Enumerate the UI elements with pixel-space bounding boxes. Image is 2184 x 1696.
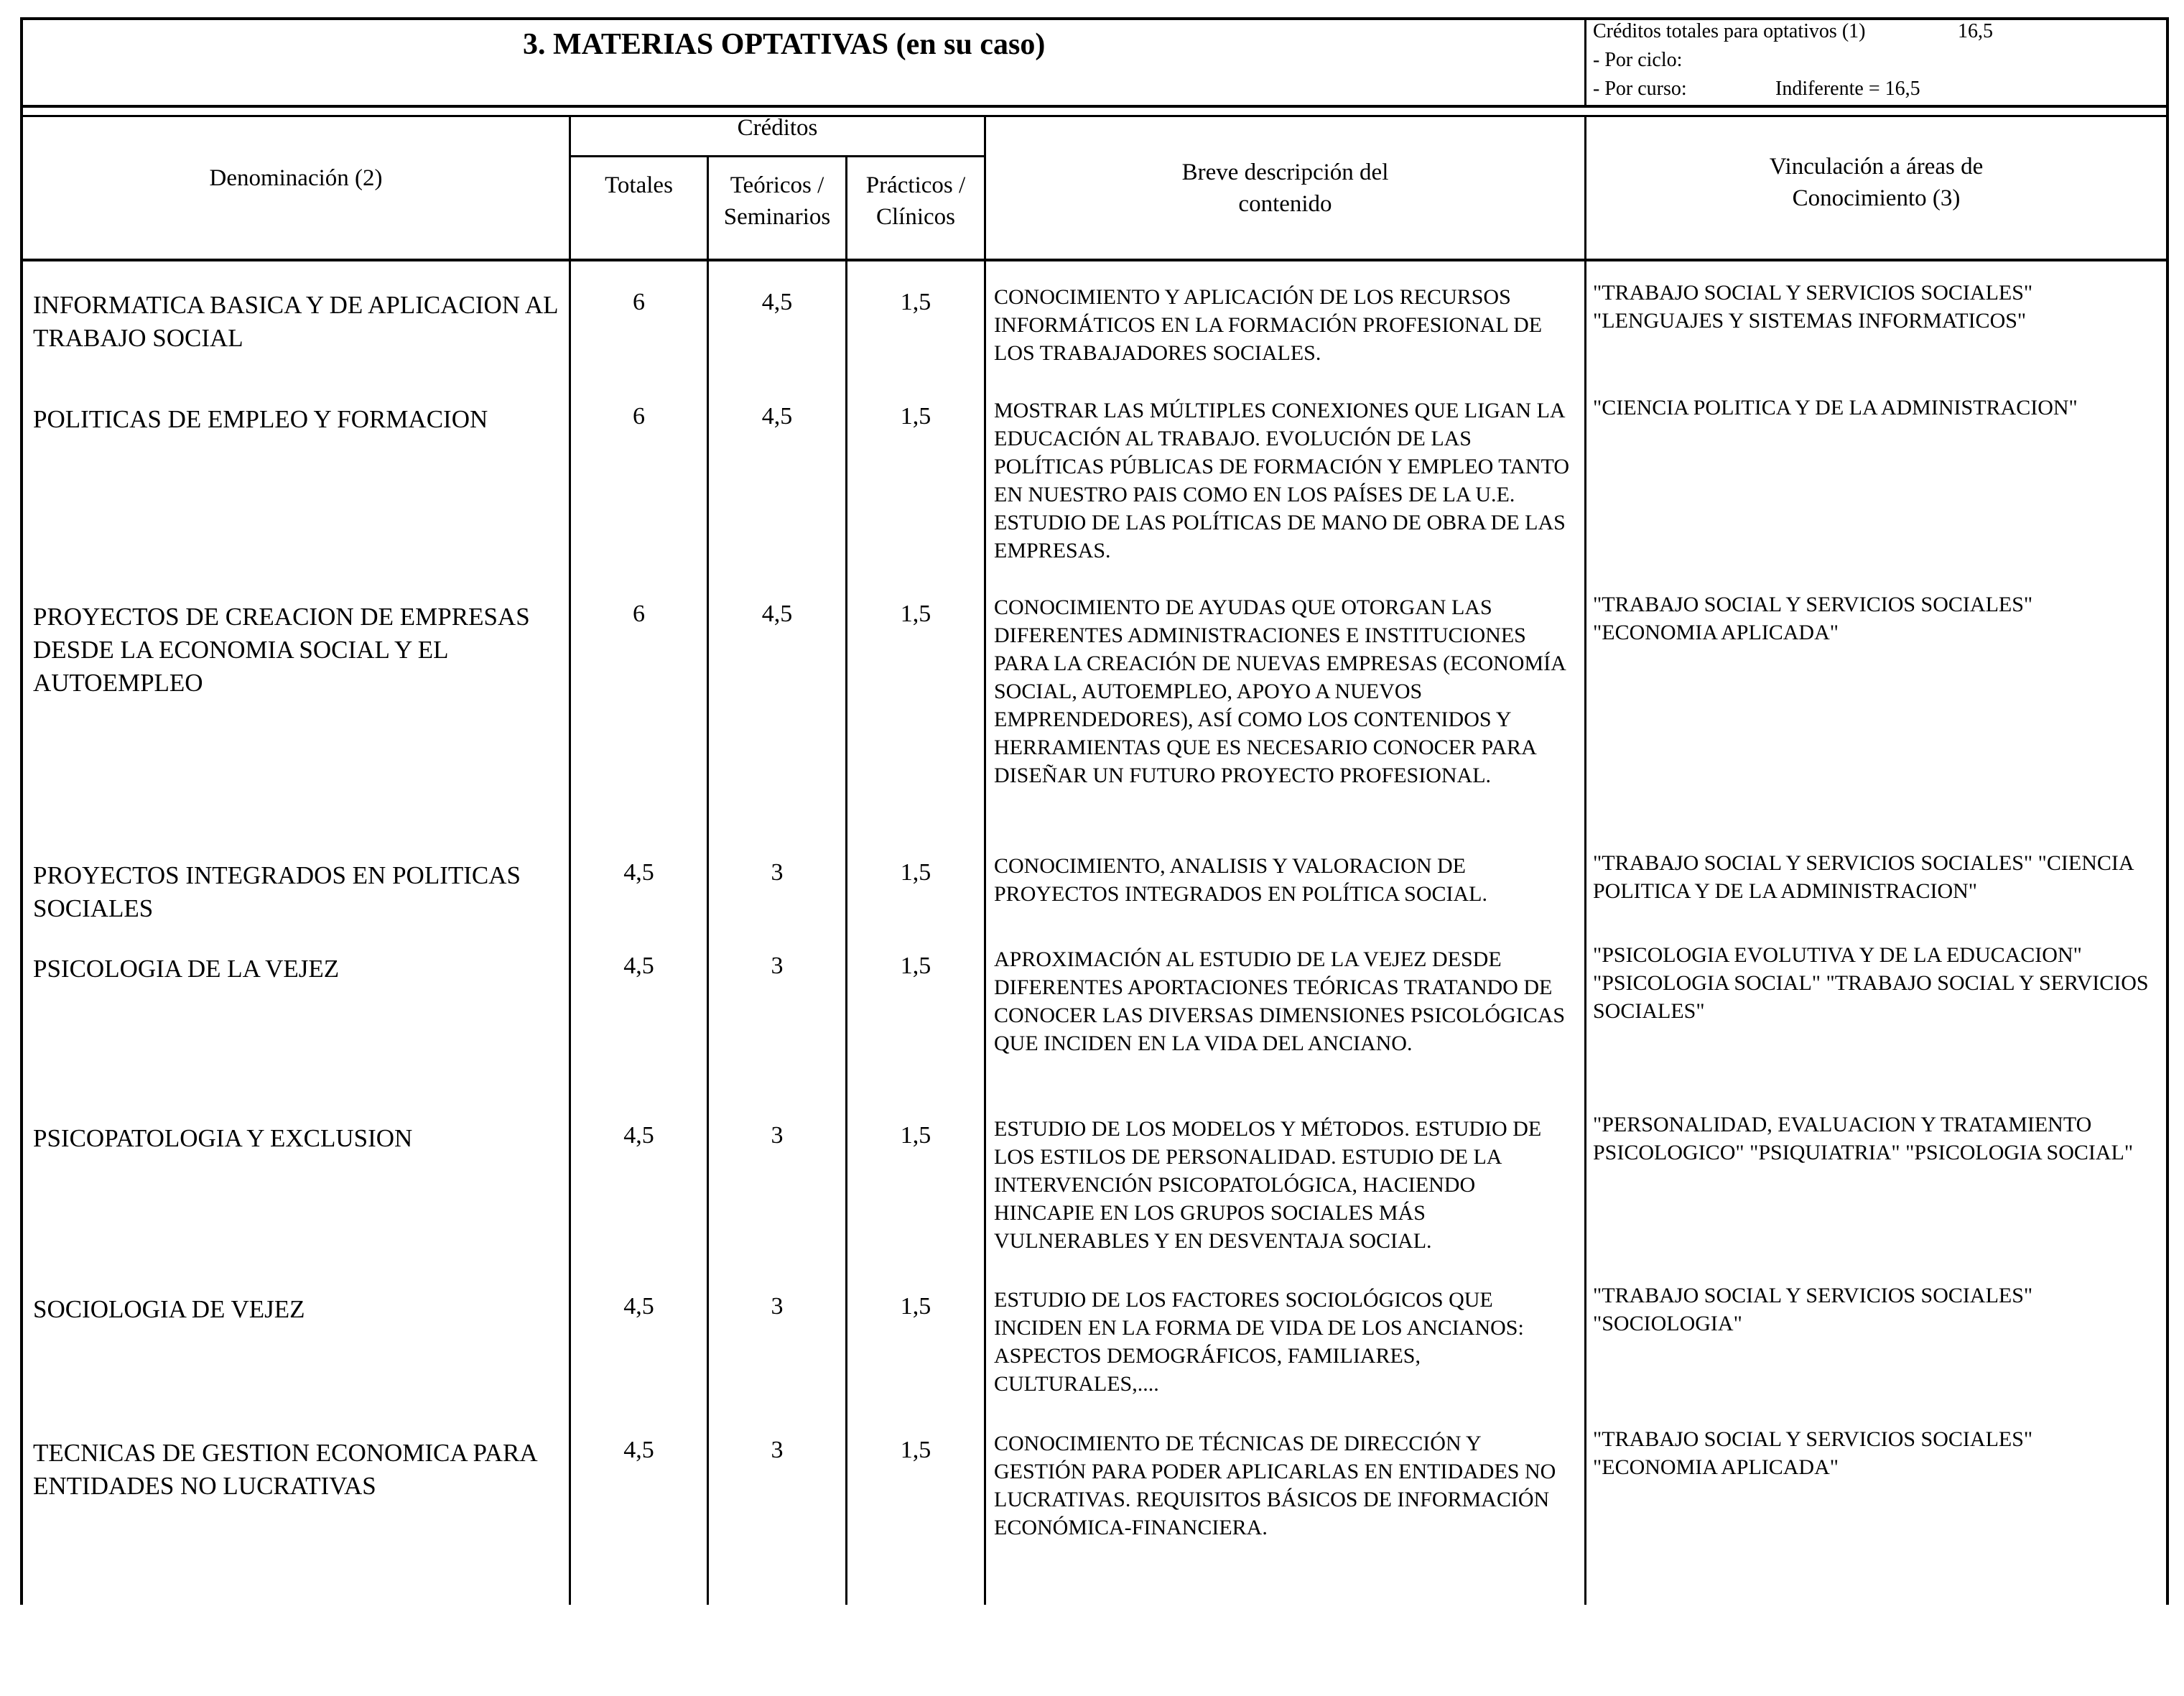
row-8-totales: 4,5 — [623, 1437, 654, 1463]
col-header-creditos — [571, 112, 984, 144]
vinculacion-label-2: Conocimiento (3) — [1792, 185, 1961, 211]
col-header-teoricos — [709, 170, 845, 233]
denominacion-label: Denominación (2) — [209, 165, 383, 191]
col-header-vinculacion — [1586, 151, 2166, 214]
row-6-name: PSICOPATOLOGIA Y EXCLUSION — [33, 1124, 413, 1152]
row-7-teoricos: 3 — [771, 1293, 784, 1320]
col-header-denominacion — [23, 162, 569, 194]
row-3-areas: "TRABAJO SOCIAL Y SERVICIOS SOCIALES" "ECONOMIA APLICADA" — [1593, 593, 2033, 644]
row-1-practicos: 1,5 — [900, 289, 931, 315]
row-5-practicos: 1,5 — [900, 953, 931, 979]
row-5-description: APROXIMACIÓN AL ESTUDIO DE LA VEJEZ DESDE DIFERENTES APORTACIONES TEÓRICAS TRATANDO DE CONOCER LAS DIVERSAS DIMENSIONES PSICOLÓGICAS QUE INCIDEN EN LA VIDA DEL ANCIANO. — [994, 947, 1566, 1055]
row-5-totales: 4,5 — [623, 953, 654, 979]
row-5-teoricos: 3 — [771, 953, 784, 979]
rule-title-bottom — [20, 105, 2169, 108]
row-6-description: ESTUDIO DE LOS MODELOS Y MÉTODOS. ESTUDIO DE LOS ESTILOS DE PERSONALIDAD. ESTUDIO DE LA INTERVENCIÓN PSICOPATOLÓGICA, HACIENDO HINCAPIE EN LOS GRUPOS SOCIALES MÁS VULNERABLES Y EN DESVENTAJA SOCIAL. — [994, 1117, 1542, 1253]
col-header-totales — [571, 170, 707, 201]
row-4-totales: 4,5 — [623, 859, 654, 886]
row-2-description: MOSTRAR LAS MÚLTIPLES CONEXIONES QUE LIGAN LA EDUCACIÓN AL TRABAJO. EVOLUCIÓN DE LAS POLÍTICAS PÚBLICAS DE FORMACIÓN Y EMPLEO TANTO EN NUESTRO PAIS COMO EN LOS PAÍSES DE LA U.E. ESTUDIO DE LAS POLÍTICAS DE MANO DE OBRA DE LAS EMPRESAS. — [994, 399, 1569, 562]
row-3-description: CONOCIMIENTO DE AYUDAS QUE OTORGAN LAS DIFERENTES ADMINISTRACIONES E INSTITUCIONES PARA LA CREACIÓN DE NUEVAS EMPRESAS (ECONOMÍA SOCIAL, AUTOEMPLEO, APOYO A NUEVOS EMPRENDEDORES), ASÍ COMO LOS CONTENIDOS Y HERRAMIENTAS QUE ES NECESARIO CONOCER PARA DISEÑAR UN FUTURO PROYECTO PROFESIONAL. — [994, 596, 1566, 787]
row-2-totales: 6 — [633, 403, 645, 430]
row-2-teoricos: 4,5 — [761, 403, 793, 430]
row-4-areas: "TRABAJO SOCIAL Y SERVICIOS SOCIALES" "CIENCIA POLITICA Y DE LA ADMINISTRACION" — [1593, 851, 2133, 903]
rule-creditos — [569, 155, 986, 157]
descripcion-label-1: Breve descripción del — [1181, 159, 1389, 185]
col-divider-5 — [1584, 115, 1586, 1605]
por-curso-value: Indiferente = 16,5 — [1775, 78, 1920, 100]
credits-total-label: Créditos totales para optativos (1) — [1593, 20, 1866, 42]
descripcion-label-2: contenido — [1238, 191, 1332, 217]
row-3-totales: 6 — [633, 601, 645, 627]
rule-header-gap — [20, 115, 2169, 117]
row-8-teoricos: 3 — [771, 1437, 784, 1463]
row-6-totales: 4,5 — [623, 1122, 654, 1149]
row-4-name: PROYECTOS INTEGRADOS EN POLITICAS SOCIALES — [33, 861, 521, 922]
row-4-teoricos: 3 — [771, 859, 784, 886]
row-6-practicos: 1,5 — [900, 1122, 931, 1149]
por-ciclo-label: - Por ciclo: — [1593, 49, 1683, 71]
row-1-description: CONOCIMIENTO Y APLICACIÓN DE LOS RECURSOS INFORMÁTICOS EN LA FORMACIÓN PROFESIONAL DE LOS TRABAJADORES SOCIALES. — [994, 285, 1543, 365]
por-curso-label: - Por curso: — [1593, 78, 1687, 100]
rule-header-bottom — [20, 259, 2169, 261]
row-7-areas: "TRABAJO SOCIAL Y SERVICIOS SOCIALES" "SOCIOLOGIA" — [1593, 1284, 2033, 1335]
row-2-practicos: 1,5 — [900, 403, 931, 430]
vinculacion-label-1: Vinculación a áreas de — [1769, 154, 1984, 180]
row-6-teoricos: 3 — [771, 1122, 784, 1149]
row-7-description: ESTUDIO DE LOS FACTORES SOCIOLÓGICOS QUE INCIDEN EN LA FORMA DE VIDA DE LOS ANCIANOS: ASPECTOS DEMOGRÁFICOS, FAMILIARES, CULTURALES,.... — [994, 1288, 1524, 1396]
totales-label: Totales — [605, 172, 673, 198]
row-1-areas: "TRABAJO SOCIAL Y SERVICIOS SOCIALES" "LENGUAJES Y SISTEMAS INFORMATICOS" — [1593, 281, 2033, 333]
teoricos-label-1: Teóricos / — [730, 172, 824, 198]
row-7-totales: 4,5 — [623, 1293, 654, 1320]
row-1-name: INFORMATICA BASICA Y DE APLICACION AL TRABAJO SOCIAL — [33, 291, 558, 352]
practicos-label-1: Prácticos / — [865, 172, 966, 198]
row-3-name: PROYECTOS DE CREACION DE EMPRESAS DESDE LA ECONOMIA SOCIAL Y EL AUTOEMPLEO — [33, 603, 530, 697]
col-header-practicos — [847, 170, 984, 233]
row-1-teoricos: 4,5 — [761, 289, 793, 315]
row-3-practicos: 1,5 — [900, 601, 931, 627]
row-1-totales: 6 — [633, 289, 645, 315]
row-8-name: TECNICAS DE GESTION ECONOMICA PARA ENTIDADES NO LUCRATIVAS — [33, 1439, 536, 1500]
credits-total-value: 16,5 — [1958, 20, 1993, 42]
row-5-name: PSICOLOGIA DE LA VEJEZ — [33, 955, 340, 983]
practicos-label-2: Clínicos — [875, 204, 955, 230]
row-6-areas: "PERSONALIDAD, EVALUACION Y TRATAMIENTO PSICOLOGICO" "PSIQUIATRIA" "PSICOLOGIA SOCIAL" — [1593, 1113, 2134, 1164]
rule-left — [20, 17, 23, 1605]
row-3-teoricos: 4,5 — [761, 601, 793, 627]
row-8-practicos: 1,5 — [900, 1437, 931, 1463]
teoricos-label-2: Seminarios — [723, 204, 831, 230]
col-header-descripcion — [986, 157, 1584, 220]
row-4-practicos: 1,5 — [900, 859, 931, 886]
row-2-areas: "CIENCIA POLITICA Y DE LA ADMINISTRACION" — [1593, 396, 2078, 420]
row-7-practicos: 1,5 — [900, 1293, 931, 1320]
row-4-description: CONOCIMIENTO, ANALISIS Y VALORACION DE PROYECTOS INTEGRADOS EN POLÍTICA SOCIAL. — [994, 854, 1487, 906]
row-8-description: CONOCIMIENTO DE TÉCNICAS DE DIRECCIÓN Y GESTIÓN PARA PODER APLICARLAS EN ENTIDADES NO LUCRATIVAS. REQUISITOS BÁSICOS DE INFORMACIÓN ECONÓMICA-FINANCIERA. — [994, 1432, 1556, 1539]
page-title: 3. MATERIAS OPTATIVAS (en su caso) — [523, 28, 1046, 61]
row-5-areas: "PSICOLOGIA EVOLUTIVA Y DE LA EDUCACION" "PSICOLOGIA SOCIAL" "TRABAJO SOCIAL Y SERVICIOS SOCIALES" — [1593, 943, 2149, 1023]
creditos-label: Créditos — [737, 115, 818, 141]
rule-title-divider — [1584, 17, 1586, 106]
row-2-name: POLITICAS DE EMPLEO Y FORMACION — [33, 405, 488, 433]
row-7-name: SOCIOLOGIA DE VEJEZ — [33, 1295, 305, 1323]
rule-right — [2166, 17, 2169, 1605]
row-8-areas: "TRABAJO SOCIAL Y SERVICIOS SOCIALES" "ECONOMIA APLICADA" — [1593, 1427, 2033, 1479]
col-divider-4 — [984, 115, 986, 1605]
